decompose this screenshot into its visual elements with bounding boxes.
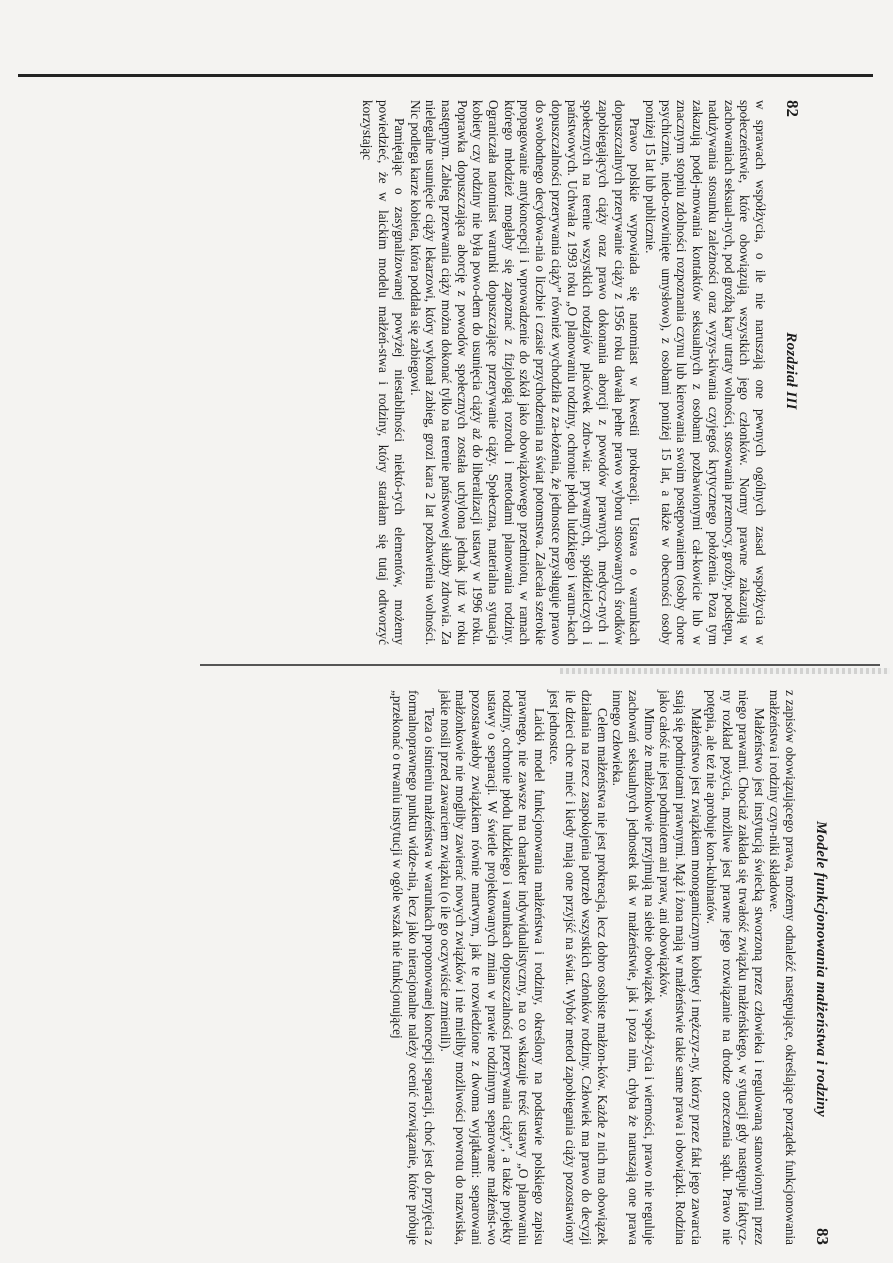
paragraph: Małżeństwo jest związkiem monogamicznym kobiety i mężczyz-ny, którzy przez fakt jego zawarcia stają się podmiotami prawnymi. Mąż i żona mają w małżeństwie takie same prawa i obowiązki. Rodzina jako całość nie jest podmiotem ani praw, ani obowiązków. (657, 690, 704, 1245)
paragraph: Prawo polskie wypowiada się natomiast w kwestii prokreacji. Ustawa o warunkach dopuszczalnych przerywanie ciąży z 1956 roku dawała pełne prawo wyboru stosowanych środków zapobiegających ciąży oraz prawo dokonania aborcji z powodów prawnych, medycz-nych i społecznych na terenie wszystkich rodzajów placówek zdro-wia: prywatnych, spółdzielczych i państwowych. Uchwała z 1993 roku „O planowaniu rodziny, ochronie płodu ludzkiego i warun-kach dopuszczalności przerywania ciąży” również wychodziła z za-łożenia, że jednostce przysługuje prawo do swobodnego decydowa-nia o liczbie i czasie przychodzenia na świat potomstwa. Zalecała szerokie propagowanie antykoncepcji i wprowadzenie do szkół jako obowiązkowego przedmiotu, w ramach którego młodzież mogłaby się zapoznać z fizjologią rozrodu i metodami planowania rodziny. Ograniczała natomiast warunki dopuszczające przerywanie ciąży. Społeczna, materialna sytuacja kobiety czy rodziny nie była powo-dem do usunięcia ciąży aż do liberalizacji ustawy w 1996 roku. Poprawka dopuszczająca aborcję z powodów społecznych została uchylona jednak już w roku następnym. Zabieg przerwania ciąży można dokonać tylko na terenie państwowej służby zdrowia. Za nielegalne usunięcie ciąży lekarzowi, który wykonał zabieg, grozi kara 2 lat pozbawienia wolności. Nic podlega karze kobieta, która poddała się zabiegowi. (407, 100, 643, 645)
page-number: 82 (783, 100, 802, 117)
section-title: Modele funkcjonowania małżeństwa i rodziny (813, 821, 829, 1117)
paragraph: Teza o istnieniu małżeństwa w warunkach proponowanej koncepcji separacji, choć jest do przyjęcia z formalnoprawnego punktu widze-nia, lecz jako nieracjonalne należy ocenić rozwiązanie, które próbuje „przekonać o trwaniu instytucji w ogóle wszak nie funkcjonującej (390, 690, 437, 1245)
page-number: 83 (813, 1227, 832, 1245)
page-83 (390, 690, 832, 1245)
chapter-title: Rozdział III (783, 332, 799, 410)
paragraph: Małżeństwo jest instytucją świecką stworzoną przez człowieka i regulowaną stanowionymi przez niego prawami. Chociaż zakłada się trwałość związku małżeńskiego, w sytuacji gdy następuje faktycz-ny rozkład pożycia, możliwe jest prawne jego rozwiązanie na drodze orzeczenia sądu. Prawo nie potępia, ale też nie aprobuje kon-kubinatów. (704, 690, 767, 1245)
top-scan-edge-rule (18, 74, 873, 77)
paragraph: z zapisów obowiązującego prawa, możemy odnaleźć następujące, określające porządek funkcjonowania małżeństwa i rodziny czyn-niki składowe. (767, 690, 798, 1245)
paragraph: Celem małżeństwa nie jest prokreacja, lecz dobro osobiste małżon-ków. Każde z nich ma obowiązek działania na rzecz zaspokojenia potrzeb wszystkich członków rodziny. Człowiek ma prawo do decyzji ile dzieci chce mieć i kiedy mają one przyjść na świat. Wybór metod zapobiegania ciąży pozostawiony jest jednostce. (547, 690, 610, 1245)
page-gutter-shadow (560, 668, 890, 674)
paragraph: Pamiętając o zasygnalizowanej powyżej niestabilności niektó-rych elementów, możemy powiedzieć, że w laickim modelu małżeń-stwa i rodziny, który starałam się tutaj odtworzyć korzystając (360, 100, 407, 645)
paragraph: Laicki model funkcjonowania małżeństwa i rodziny, określony na podstawie polskiego zapisu prawnego, nie zawsze ma charakter indywidualistyczny, na co wskazuje treść ustawy „O planowaniu rodziny, ochronie płodu ludzkiego i warunkach dopuszczalności przerywania ciąży”, a także projekty ustawy o separacji. W świetle projektowanych zmian w prawie rodzinnym separowane małżeńst-wo pozostawałoby związkiem równie martwym, jak te rozwiedzione z dwoma wyjątkami: separowani małżonkowie nie mogliby zawierać nowych związków i nie mieliby możliwości powrotu do nazwiska, jakie nosili przed zawarciem związku (o ile go oczywiście zmienili). (437, 690, 547, 1245)
page-82 (360, 100, 802, 645)
running-header (812, 690, 832, 1245)
page-gutter-rule (200, 664, 880, 666)
paragraph: Mimo że małżonkowie przyjmują na siebie obowiązek współ-życia i wierności, prawo nie reguluje zachowań seksualnych jednostek tak w małżeństwie, jak i poza nim, chyba że naruszają one prawa innego człowieka. (610, 690, 657, 1245)
running-header (782, 100, 802, 645)
paragraph: w sprawach współżycia, o ile nie naruszają one pewnych ogólnych zasad współżycia w społeczeństwie, które obowiązują wszystkich jego członków. Normy prawne zakazują w zachowaniach seksual-nych, pod groźbą kary utraty wolności, stosowania przemocy, groźby, podstępu, nadużywania stosunku zależności oraz wyzys-kiwania czyjegoś krytycznego położenia. Poza tym zakazują podej-mowania kontaktów seksualnych z osobami pozbawionymi cał-kowicie lub w znacznym stopniu zdolności rozpoznania czynu lub kierowania swoim postępowaniem (osoby chore psychicznie, niedo-rozwinięte umysłowo), z osobami poniżej 15 lat, a także w obecności osoby poniżej 15 lat lub publicznie. (643, 100, 768, 645)
